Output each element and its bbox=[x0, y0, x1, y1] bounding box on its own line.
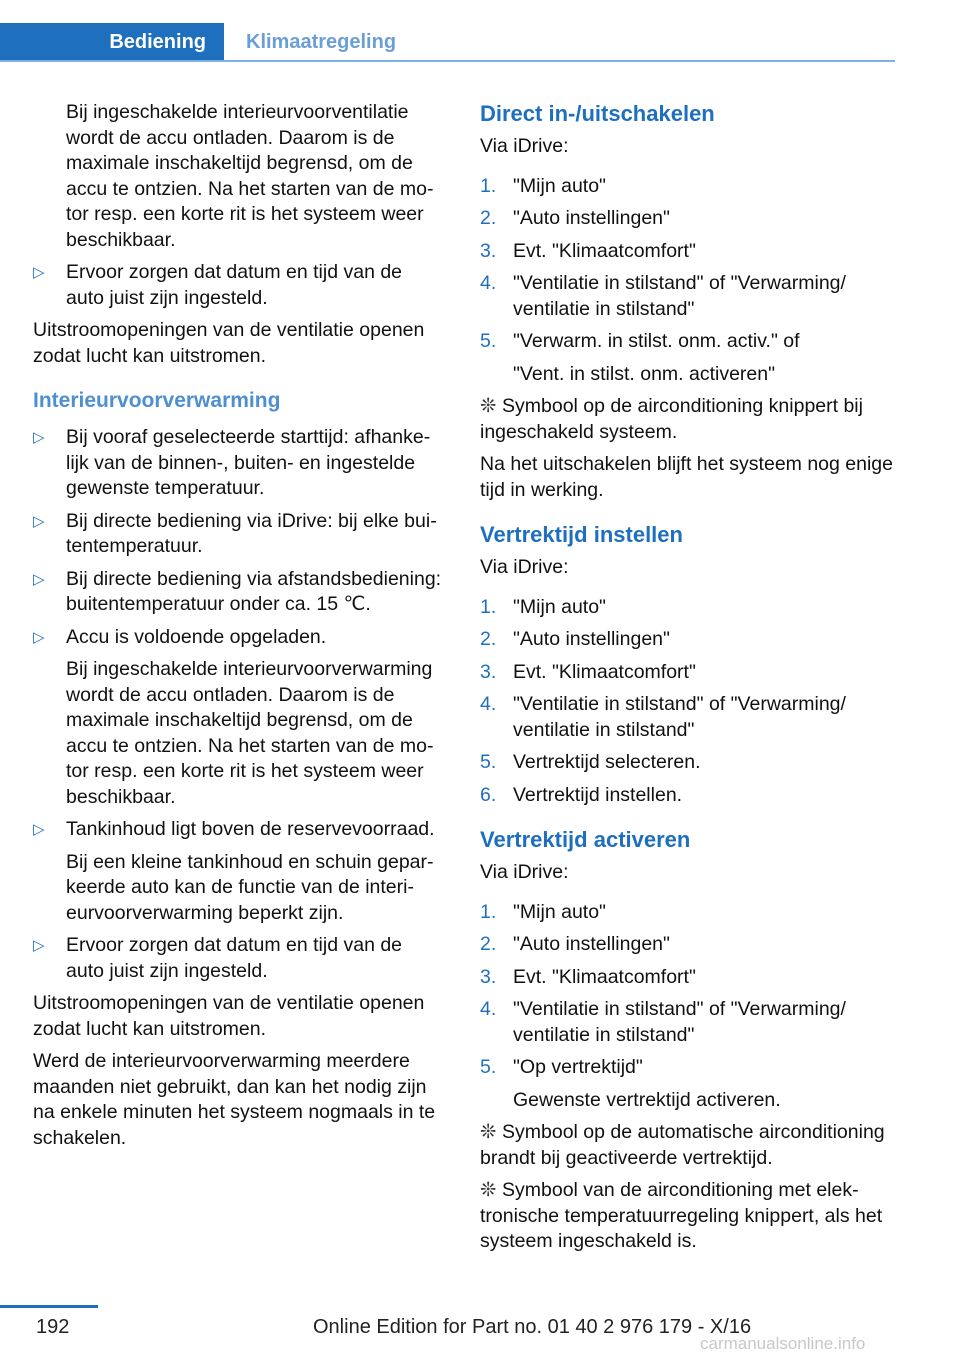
paragraph: ❊ Symbool van de airconditioning met elektronische temperatuurregeling knippert, als het systeem ingeschakeld is. bbox=[480, 1179, 883, 1252]
left-column bbox=[33, 100, 445, 1158]
paragraph: Bij ingeschakelde interieurvoorventilatie wordt de accu ontladen. Daarom is de maximale inschakeltijd begrensd, om de accu te ontzien. Na het starten van de motor resp. een korte rit is het systeem weer beschikbaar. bbox=[66, 101, 434, 251]
paragraph: Via iDrive: bbox=[480, 861, 569, 883]
triangle-bullet-icon: ▷ bbox=[33, 937, 45, 954]
list-item: 2. "Auto instellingen" bbox=[480, 628, 670, 650]
list-item: ▷ Ervoor zorgen dat datum en tijd van de auto juist zijn ingesteld. bbox=[33, 261, 403, 309]
header-tab-inactive[interactable]: Klimaatregeling bbox=[246, 31, 397, 53]
list-item: 1. "Mijn auto" bbox=[480, 595, 606, 618]
fan-icon: ❊ bbox=[480, 1179, 497, 1201]
footer-divider bbox=[0, 1305, 98, 1308]
paragraph: Na het uitschakelen blijft het systeem nog enige tijd in werking. bbox=[480, 453, 893, 501]
section-heading: Direct in-/uitschakelen bbox=[480, 101, 715, 126]
paragraph: Uitstroomopeningen van de ventilatie openen zodat lucht kan uitstromen. bbox=[33, 992, 425, 1040]
list-item: 1. "Mijn auto" bbox=[480, 174, 606, 197]
paragraph: ❊ Symbool op de automatische airconditioning brandt bij geactiveerde vertrektijd. bbox=[480, 1121, 885, 1169]
list-item: 6. Vertrektijd instellen. bbox=[480, 783, 683, 806]
list-item: 4. "Ventilatie in stilstand" of "Verwarming/ ventilatie in stilstand" bbox=[480, 998, 846, 1046]
list-item: ▷ Tankinhoud ligt boven de reservevoorraad. bbox=[33, 817, 445, 843]
list-item: 1. "Mijn auto" bbox=[480, 900, 606, 923]
list-item: ▷ Bij directe bediening via afstandsbediening: buitentemperatuur onder ca. 15 ℃. bbox=[33, 567, 442, 615]
list-item: 3. Evt. "Klimaatcomfort" bbox=[480, 660, 696, 683]
right-column bbox=[480, 100, 900, 1262]
triangle-bullet-icon: ▷ bbox=[33, 264, 45, 281]
triangle-bullet-icon: ▷ bbox=[33, 429, 45, 446]
watermark: carmanualsonline.info bbox=[700, 1334, 866, 1353]
list-item: 2. "Auto instellingen" bbox=[480, 933, 670, 955]
list-item: ▷ Ervoor zorgen dat datum en tijd van de auto juist zijn ingesteld. bbox=[33, 934, 403, 982]
section-heading: Interieurvoorverwarming bbox=[33, 389, 281, 412]
triangle-bullet-icon: ▷ bbox=[33, 628, 45, 646]
section-heading: Vertrektijd instellen bbox=[480, 522, 683, 547]
list-item: 5. "Verwarm. in stilst. onm. activ." of bbox=[480, 330, 800, 352]
paragraph: Uitstroomopeningen van de ventilatie openen zodat lucht kan uitstromen. bbox=[33, 319, 425, 367]
paragraph: ❊ Symbool op de airconditioning knippert bij ingeschakeld systeem. bbox=[480, 395, 863, 443]
paragraph: Bij ingeschakelde interieurvoorverwarming wordt de accu ontladen. Daarom is de maximale inschakeltijd begrensd, om de accu te ontzien. Na het starten van de motor resp. een korte rit is het systeem weer beschikbaar. bbox=[66, 658, 434, 808]
paragraph: Bij een kleine tankinhoud en schuin geparkeerde auto kan de functie van de interieurvoorverwarming beperkt zijn. bbox=[66, 850, 434, 924]
fan-icon: ❊ bbox=[480, 395, 497, 417]
list-item: 2. "Auto instellingen" bbox=[480, 207, 670, 229]
triangle-bullet-icon: ▷ bbox=[33, 570, 45, 588]
paragraph: Via iDrive: bbox=[480, 556, 569, 578]
triangle-bullet-icon: ▷ bbox=[33, 512, 45, 530]
list-item: ▷ Bij directe bediening via iDrive: bij elke buitentemperatuur. bbox=[33, 509, 437, 557]
fan-icon: ❊ bbox=[480, 1121, 497, 1143]
list-item: ▷ Bij vooraf geselecteerde starttijd: afhankelijk van de binnen-, buiten- en ingestelde gewenste temperatuur. bbox=[33, 426, 431, 499]
header-divider bbox=[0, 60, 895, 62]
list-item: 3. Evt. "Klimaatcomfort" bbox=[480, 965, 696, 988]
paragraph: "Vent. in stilst. onm. activeren" bbox=[513, 362, 776, 385]
list-item: 4. "Ventilatie in stilstand" of "Verwarming/ ventilatie in stilstand" bbox=[480, 693, 846, 741]
triangle-bullet-icon: ▷ bbox=[33, 821, 45, 838]
page-number: 192 bbox=[36, 1316, 70, 1338]
list-item: 4. "Ventilatie in stilstand" of "Verwarming/ ventilatie in stilstand" bbox=[480, 272, 846, 320]
list-item: 5. Vertrektijd selecteren. bbox=[480, 751, 701, 773]
paragraph: Werd de interieurvoorverwarming meerdere maanden niet gebruikt, dan kan het nodig zijn na enkele minuten het systeem nogmaals in te schakelen. bbox=[33, 1050, 436, 1149]
section-heading: Vertrektijd activeren bbox=[480, 827, 691, 852]
paragraph: Via iDrive: bbox=[480, 135, 569, 157]
paragraph: Gewenste vertrektijd activeren. bbox=[513, 1088, 781, 1111]
list-item: 3. Evt. "Klimaatcomfort" bbox=[480, 239, 696, 262]
edition-text: Online Edition for Part no. 01 40 2 976 179 - X/16 bbox=[313, 1316, 752, 1338]
header-tab-active[interactable]: Bediening bbox=[0, 23, 224, 61]
list-item: 5. "Op vertrektijd" bbox=[480, 1056, 643, 1078]
list-item: ▷ Accu is voldoende opgeladen. bbox=[33, 625, 445, 651]
